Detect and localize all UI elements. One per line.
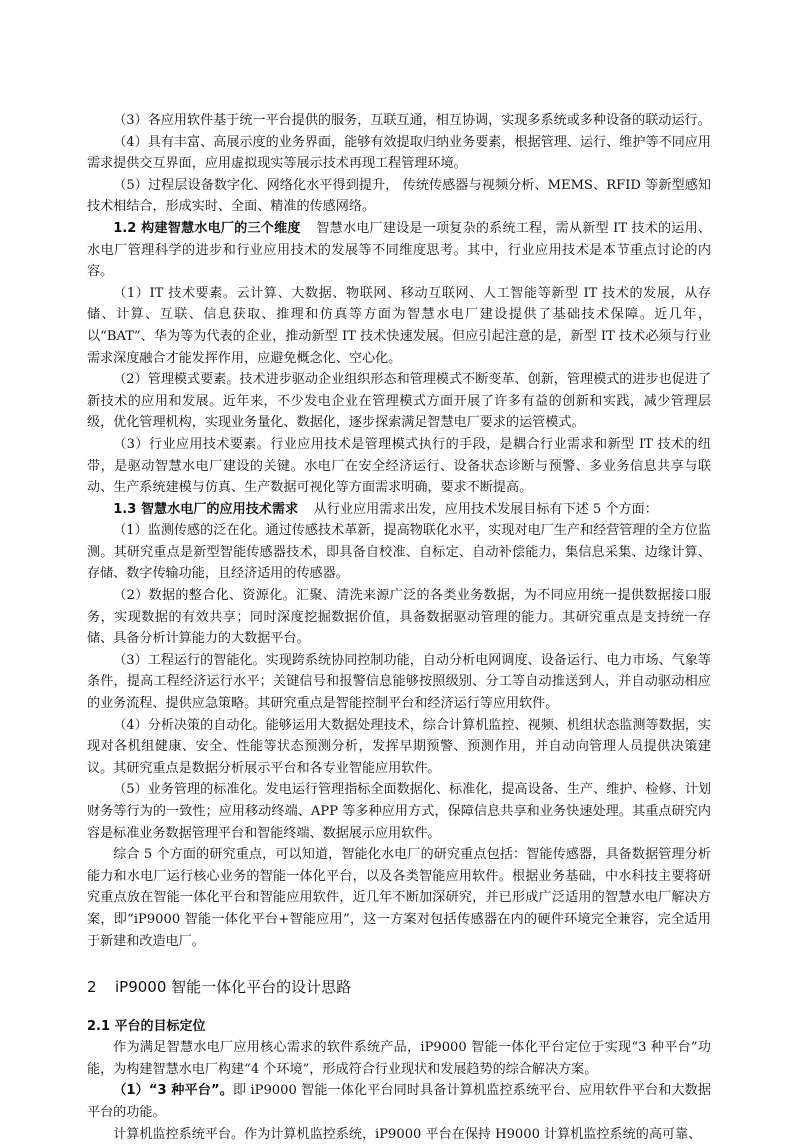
paragraph: （2）管理模式要素。技术进步驱动企业组织形态和管理模式不断变革、创新，管理模式的进步也促进了新技术的应用和发展。近年来，不少发电企业在管理模式方面开展了许多有益的创新和实践，减少管理层级，优化管理机构，实现业务量化、数据化，逐步探索满足智慧电厂要求的运管模式。: [87, 372, 711, 431]
section-heading: 1.2 构建智慧水电厂的三个维度: [113, 220, 301, 236]
paragraph: （3）工程运行的智能化。实现跨系统协同控制功能，自动分析电网调度、设备运行、电力市场、气象等条件，提高工程经济运行水平；关键信号和报警信息能够按照级别、分工等自动推送到人，并自动驱动相应的业务流程、提供应急策略。其研究重点是智能控制平台和经济运行等应用软件。: [87, 652, 711, 712]
section-1-3: [87, 499, 711, 521]
paragraph: （4）具有丰富、高展示度的业务界面，能够有效提取归纳业务要素，根据管理、运行、维护等不同应用需求提供交互界面，应用虚拟现实等展示技术再现工程管理环境。: [87, 134, 711, 172]
paragraph: （5）业务管理的标准化。发电运行管理指标全面数据化、标准化，提高设备、生产、维护、检修、计划财务等行为的一致性；应用移动终端、APP 等多种应用方式，保障信息共享和业务快速处理。其重点研究内容是标准业务数据管理平台和智能终端、数据展示应用软件。: [87, 782, 711, 841]
section-1-2: [87, 218, 711, 283]
chapter-heading: [87, 976, 711, 998]
paragraph: （2）数据的整合化、资源化。汇聚、清洗来源广泛的各类业务数据，为不同应用统一提供数据接口服务，实现数据的有效共享；同时深度挖掘数据价值，具备数据驱动管理的能力。其研究重点是支持统一存储、具备分析计算能力的大数据平台。: [87, 588, 711, 647]
paragraph: 作为满足智慧水电厂应用核心需求的软件系统产品，iP9000 智能一体化平台定位于实现“3 种平台”功能，为构建智慧水电厂构建“4 个环境”，形成符合行业现状和发展趋势的综合解决方案。: [87, 1040, 711, 1077]
document-page: [87, 110, 711, 1145]
paragraph: 综合 5 个方面的研究重点，可以知道，智能化水电厂的研究重点包括：智能传感器，具备数据管理分析能力和水电厂运行核心业务的智能一体化平台，以及各类智能应用软件。根据业务基础，中水科技主要将研究重点放在智能一体化平台和智能应用软件，近几年不断加深研究，并已形成广泛适用的智慧水电厂解决方案，即“iP9000 智能一体化平台+智能应用”，这一方案对包括传感器在内的硬件环境完全兼容，完全适用于新建和改造电厂。: [87, 847, 711, 949]
paragraph: （1）监测传感的泛在化。通过传感技术革新，提高物联化水平，实现对电厂生产和经营管理的全方位监测。其研究重点是新型智能传感器技术，即具备自校准、自标定、自动补偿能力，集信息采集、边缘计算、存储、数字传输功能，且经济适用的传感器。: [87, 523, 711, 582]
section-heading-2-1: 2.1 平台的目标定位: [87, 1019, 206, 1035]
section-text: 智慧水电厂建设是一项复杂的系统工程，需从新型 IT 技术的运用、水电厂管理科学的进步和行业应用技术的发展等不同维度思考。其中，行业应用技术是本节重点讨论的内容。: [87, 220, 711, 280]
paragraph: （3）行业应用技术要素。行业应用技术是管理模式执行的手段，是耦合行业需求和新型 IT 技术的纽带，是驱动智慧水电厂建设的关键。水电厂在安全经济运行、设备状态诊断与预警、多业务信息共享与联动、生产系统建模与仿真、生产数据可视化等方面需求明确，要求不断提高。: [87, 436, 711, 496]
paragraph: （1）IT 技术要素。云计算、大数据、物联网、移动互联网、人工智能等新型 IT 技术的发展，从存储、计算、互联、信息获取、推理和仿真等方面为智慧水电厂建设提供了基础技术保障。近几年，以“BAT”、华为等为代表的企业，推动新型 IT 技术快速发展。但应引起注意的是，新型 IT 技术必须与行业需求深度融合才能发挥作用，应避免概念化、空心化。: [87, 285, 711, 366]
paragraph: （5）过程层设备数字化、网络化水平得到提升， 传统传感器与视频分析、MEMS、RFID 等新型感知技术相结合，形成实时、全面、精准的传感网络。: [87, 177, 711, 215]
paragraph: （4）分析决策的自动化。能够运用大数据处理技术，综合计算机监控、视频、机组状态监测等数据，实现对各机组健康、安全、性能等状态预测分析，发挥早期预警、预测作用，并自动向管理人员提供决策建议。其研究重点是数据分析展示平台和各专业智能应用软件。: [87, 717, 711, 776]
section-heading: 1.3 智慧水电厂的应用技术需求: [113, 501, 299, 517]
paragraph: [87, 1080, 711, 1123]
paragraph: （3）各应用软件基于统一平台提供的服务，互联互通，相互协调，实现多系统或多种设备的联动运行。: [113, 113, 711, 128]
item-label: （1）“3 种平台”。: [113, 1083, 233, 1099]
paragraph: 计算机监控系统平台。作为计算机监控系统，iP9000 平台在保持 H9000 计算机监控系统的高可靠、: [113, 1126, 702, 1142]
chapter-number: 2: [87, 978, 97, 997]
section-text: 从行业应用需求出发，应用技术发展目标有下述 5 个方面：: [313, 501, 658, 517]
item-text: 即 iP9000 智能一体化平台同时具备计算机监控系统平台、应用软件平台和大数据平台的功能。: [87, 1083, 711, 1120]
chapter-title: iP9000 智能一体化平台的设计思路: [115, 978, 352, 997]
